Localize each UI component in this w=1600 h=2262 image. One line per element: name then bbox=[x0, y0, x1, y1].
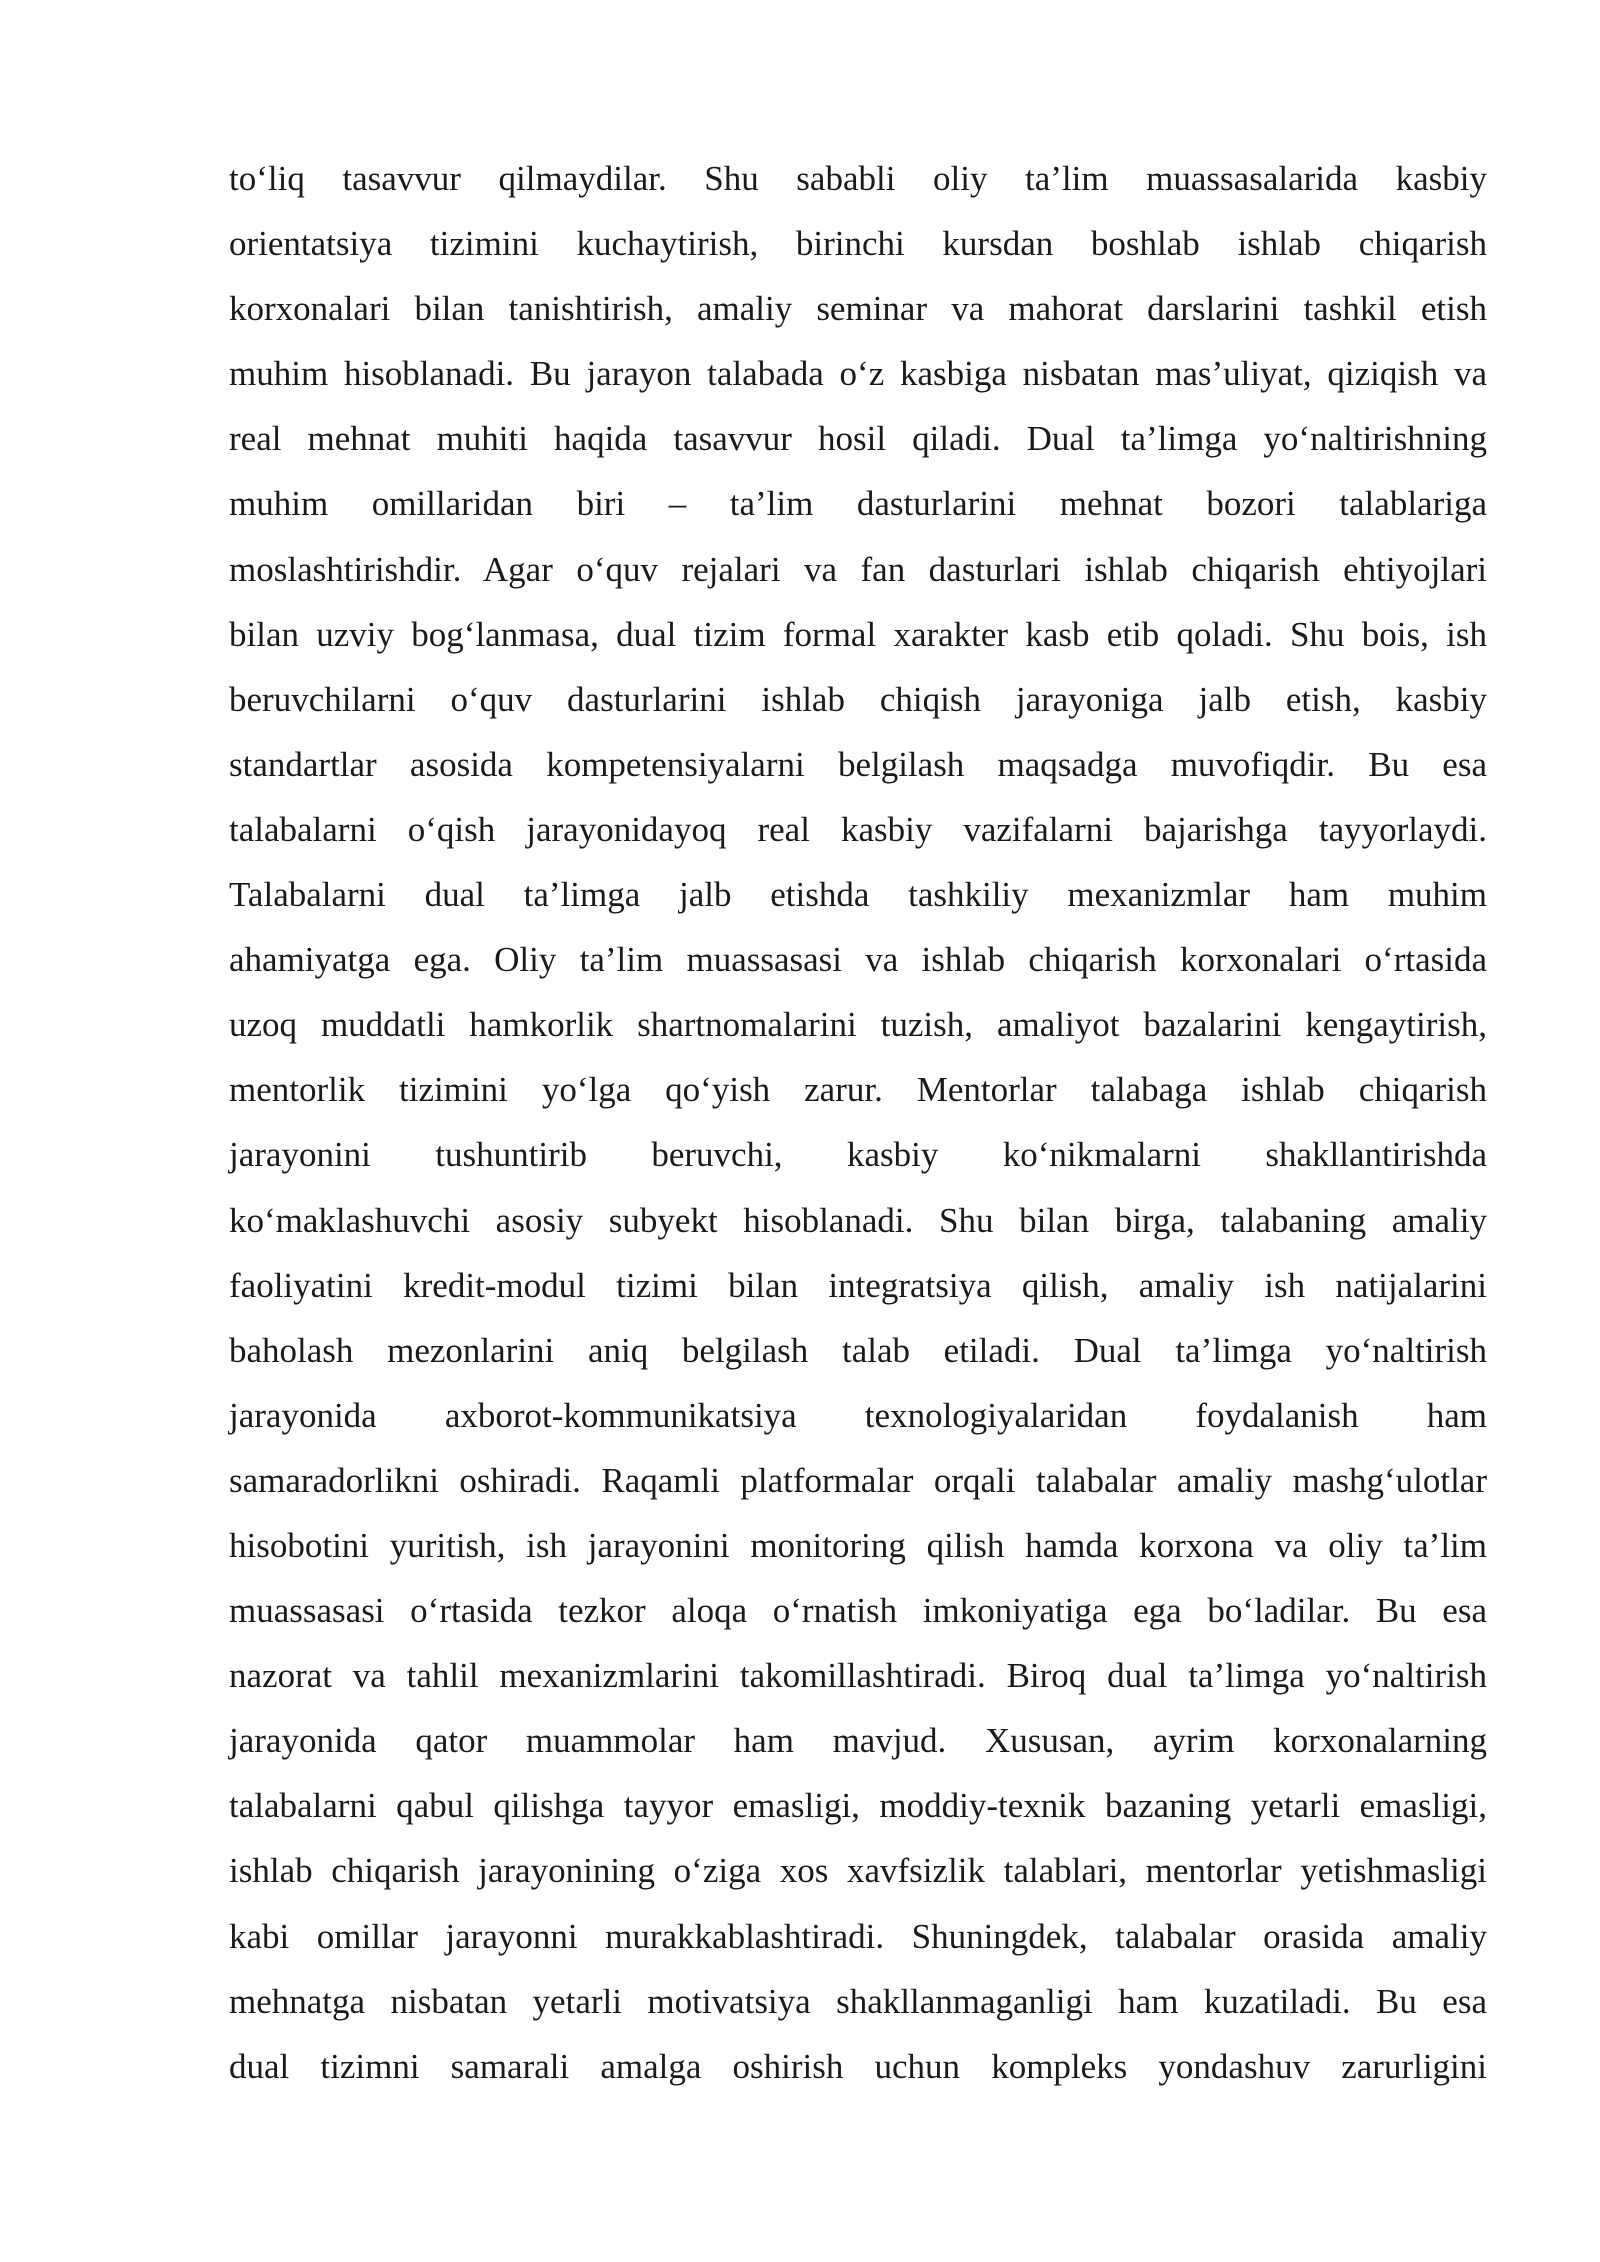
body-text bbox=[229, 146, 1487, 2099]
text-line: ahamiyatga ega. Oliy ta’lim muassasasi va ishlab chiqarish korxonalari o‘rtasida bbox=[229, 940, 1487, 980]
text-line: faoliyatini kredit-modul tizimi bilan integratsiya qilish, amaliy ish natijalarini bbox=[229, 1265, 1487, 1305]
text-line: moslashtirishdir. Agar o‘quv rejalari va fan dasturlari ishlab chiqarish ehtiyojlari bbox=[229, 549, 1487, 589]
text-line: jarayonida qator muammolar ham mavjud. Xususan, ayrim korxonalarning bbox=[229, 1721, 1487, 1761]
text-line: jarayonida axborot-kommunikatsiya texnologiyalaridan foydalanish ham bbox=[229, 1395, 1487, 1435]
text-line: hisobotini yuritish, ish jarayonini monitoring qilish hamda korxona va oliy ta’lim bbox=[229, 1525, 1487, 1565]
text-line: ko‘maklashuvchi asosiy subyekt hisoblanadi. Shu bilan birga, talabaning amaliy bbox=[229, 1200, 1487, 1240]
text-line: to‘liq tasavvur qilmaydilar. Shu sababli oliy ta’lim muassasalarida kasbiy bbox=[229, 159, 1487, 198]
text-line: ishlab chiqarish jarayonining o‘ziga xos xavfsizlik talablari, mentorlar yetishmasligi bbox=[229, 1851, 1487, 1891]
text-line: muhim omillaridan biri – ta’lim dasturlarini mehnat bozori talablariga bbox=[229, 484, 1487, 524]
text-line: nazorat va tahlil mexanizmlarini takomillashtiradi. Biroq dual ta’limga yo‘naltirish bbox=[229, 1656, 1487, 1696]
text-line: baholash mezonlarini aniq belgilash talab etiladi. Dual ta’limga yo‘naltirish bbox=[229, 1330, 1487, 1370]
text-line: talabalarni qabul qilishga tayyor emasligi, moddiy-texnik bazaning yetarli emasligi, bbox=[229, 1786, 1487, 1826]
text-line: jarayonini tushuntirib beruvchi, kasbiy ko‘nikmalarni shakllantirishda bbox=[229, 1135, 1487, 1175]
text-line: uzoq muddatli hamkorlik shartnomalarini tuzish, amaliyot bazalarini kengaytirish, bbox=[229, 1005, 1487, 1045]
text-line: real mehnat muhiti haqida tasavvur hosil qiladi. Dual ta’limga yo‘naltirishning bbox=[229, 419, 1487, 459]
text-line: korxonalari bilan tanishtirish, amaliy seminar va mahorat darslarini tashkil etish bbox=[229, 289, 1487, 329]
text-line: kabi omillar jarayonni murakkablashtiradi. Shuningdek, talabalar orasida amaliy bbox=[229, 1916, 1487, 1956]
text-line: mentorlik tizimini yo‘lga qo‘yish zarur. Mentorlar talabaga ishlab chiqarish bbox=[229, 1070, 1487, 1110]
text-line: muassasasi o‘rtasida tezkor aloqa o‘rnatish imkoniyatiga ega bo‘ladilar. Bu esa bbox=[229, 1591, 1487, 1631]
text-line: dual tizimni samarali amalga oshirish uchun kompleks yondashuv zarurligini bbox=[229, 2046, 1487, 2086]
text-line: bilan uzviy bog‘lanmasa, dual tizim formal xarakter kasb etib qoladi. Shu bois, ish bbox=[229, 614, 1487, 654]
text-line: Talabalarni dual ta’limga jalb etishda tashkiliy mexanizmlar ham muhim bbox=[229, 875, 1487, 915]
text-line: samaradorlikni oshiradi. Raqamli platformalar orqali talabalar amaliy mashg‘ulotlar bbox=[229, 1460, 1487, 1500]
text-line: standartlar asosida kompetensiyalarni belgilash maqsadga muvofiqdir. Bu esa bbox=[229, 744, 1487, 784]
text-line: mehnatga nisbatan yetarli motivatsiya shakllanmaganligi ham kuzatiladi. Bu esa bbox=[229, 1981, 1487, 2021]
text-line: beruvchilarni o‘quv dasturlarini ishlab chiqish jarayoniga jalb etish, kasbiy bbox=[229, 679, 1487, 719]
text-line: orientatsiya tizimini kuchaytirish, birinchi kursdan boshlab ishlab chiqarish bbox=[229, 224, 1487, 264]
text-line: muhim hisoblanadi. Bu jarayon talabada o‘z kasbiga nisbatan mas’uliyat, qiziqish va bbox=[229, 354, 1487, 394]
text-line: talabalarni o‘qish jarayonidayoq real kasbiy vazifalarni bajarishga tayyorlaydi. bbox=[229, 809, 1487, 849]
